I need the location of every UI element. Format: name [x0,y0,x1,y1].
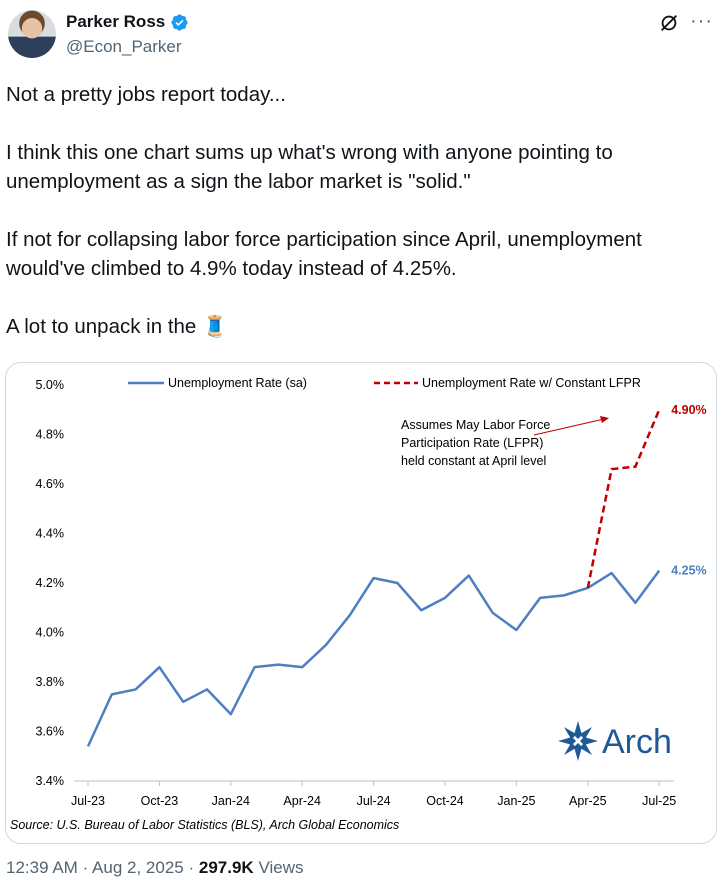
x-tick-label: Jul-23 [70,794,106,808]
separator: · [188,858,195,877]
y-tick-label: 4.2% [35,576,64,590]
legend-blue-label: Unemployment Rate (sa) [168,376,307,390]
verified-badge-icon [170,13,189,32]
x-tick-label: Apr-25 [569,794,607,808]
end-label-blue: 4.25% [671,563,707,578]
x-tick-label: Jan-25 [497,794,536,808]
author-name-row[interactable] [66,12,189,32]
arch-logo [558,721,672,761]
end-label-red: 4.90% [671,402,707,417]
tweet-meta [6,858,303,878]
tweet-line: would've climbed to 4.9% today instead of 4.25%. [6,257,457,280]
tweet-line: A lot to unpack in the [6,315,197,338]
separator: · [82,858,89,877]
x-tick-label: Jan-24 [211,794,250,808]
y-tick-label: 5.0% [35,378,64,392]
tweet-date[interactable]: Aug 2, 2025 [92,858,184,877]
y-tick-label: 4.0% [35,625,64,640]
author-name[interactable]: Parker Ross [66,12,166,31]
y-tick-label: 3.8% [35,675,64,689]
arch-logo-text: Arch [602,723,672,761]
y-tick-label: 4.6% [35,477,64,491]
thread-emoji-icon: 🧵 [202,315,228,338]
x-tick-label: Jul-25 [642,794,677,808]
annotation-line-3: held constant at April level [401,454,547,468]
chart-source: Source: U.S. Bureau of Labor Statistics (BLS), Arch Global Economics [10,818,400,832]
arch-star-icon [558,721,598,761]
x-tick-label: Jul-24 [356,794,391,808]
tweet-line: Not a pretty jobs report today... [6,83,286,106]
more-options-icon[interactable]: ··· [690,10,713,32]
x-tick-label: Oct-23 [140,794,179,808]
grok-icon[interactable] [658,12,680,34]
avatar[interactable] [8,10,56,58]
y-tick-label: 3.6% [35,724,64,739]
author-handle[interactable]: @Econ_Parker [66,37,182,56]
tweet-text [6,80,712,341]
y-tick-label: 4.4% [35,526,64,541]
constant-lfpr-line [588,410,659,588]
annotation-line-2: Participation Rate (LFPR) [401,436,544,450]
tweet-line: I think this one chart sums up what's wrong with anyone pointing to [6,141,613,164]
tweet-time[interactable]: 12:39 AM [6,858,78,877]
x-tick-label: Oct-24 [426,794,464,808]
tweet-line: unemployment as a sign the labor market is "solid." [6,170,471,193]
annotation-line-1: Assumes May Labor Force [401,418,551,432]
y-tick-label: 3.4% [35,774,64,788]
tweet-line: If not for collapsing labor force participation since April, unemployment [6,228,642,251]
y-tick-label: 4.8% [35,427,64,442]
views-count: 297.9K [198,858,254,877]
x-tick-label: Apr-24 [283,794,321,808]
views-label: Views [258,858,304,877]
annotation-arrowhead [600,416,609,423]
unemployment-chart [6,363,716,843]
tweet-line-last [6,312,712,341]
unemployment-line [88,571,659,747]
chart-image[interactable] [5,362,717,844]
legend-red-label: Unemployment Rate w/ Constant LFPR [422,376,641,390]
